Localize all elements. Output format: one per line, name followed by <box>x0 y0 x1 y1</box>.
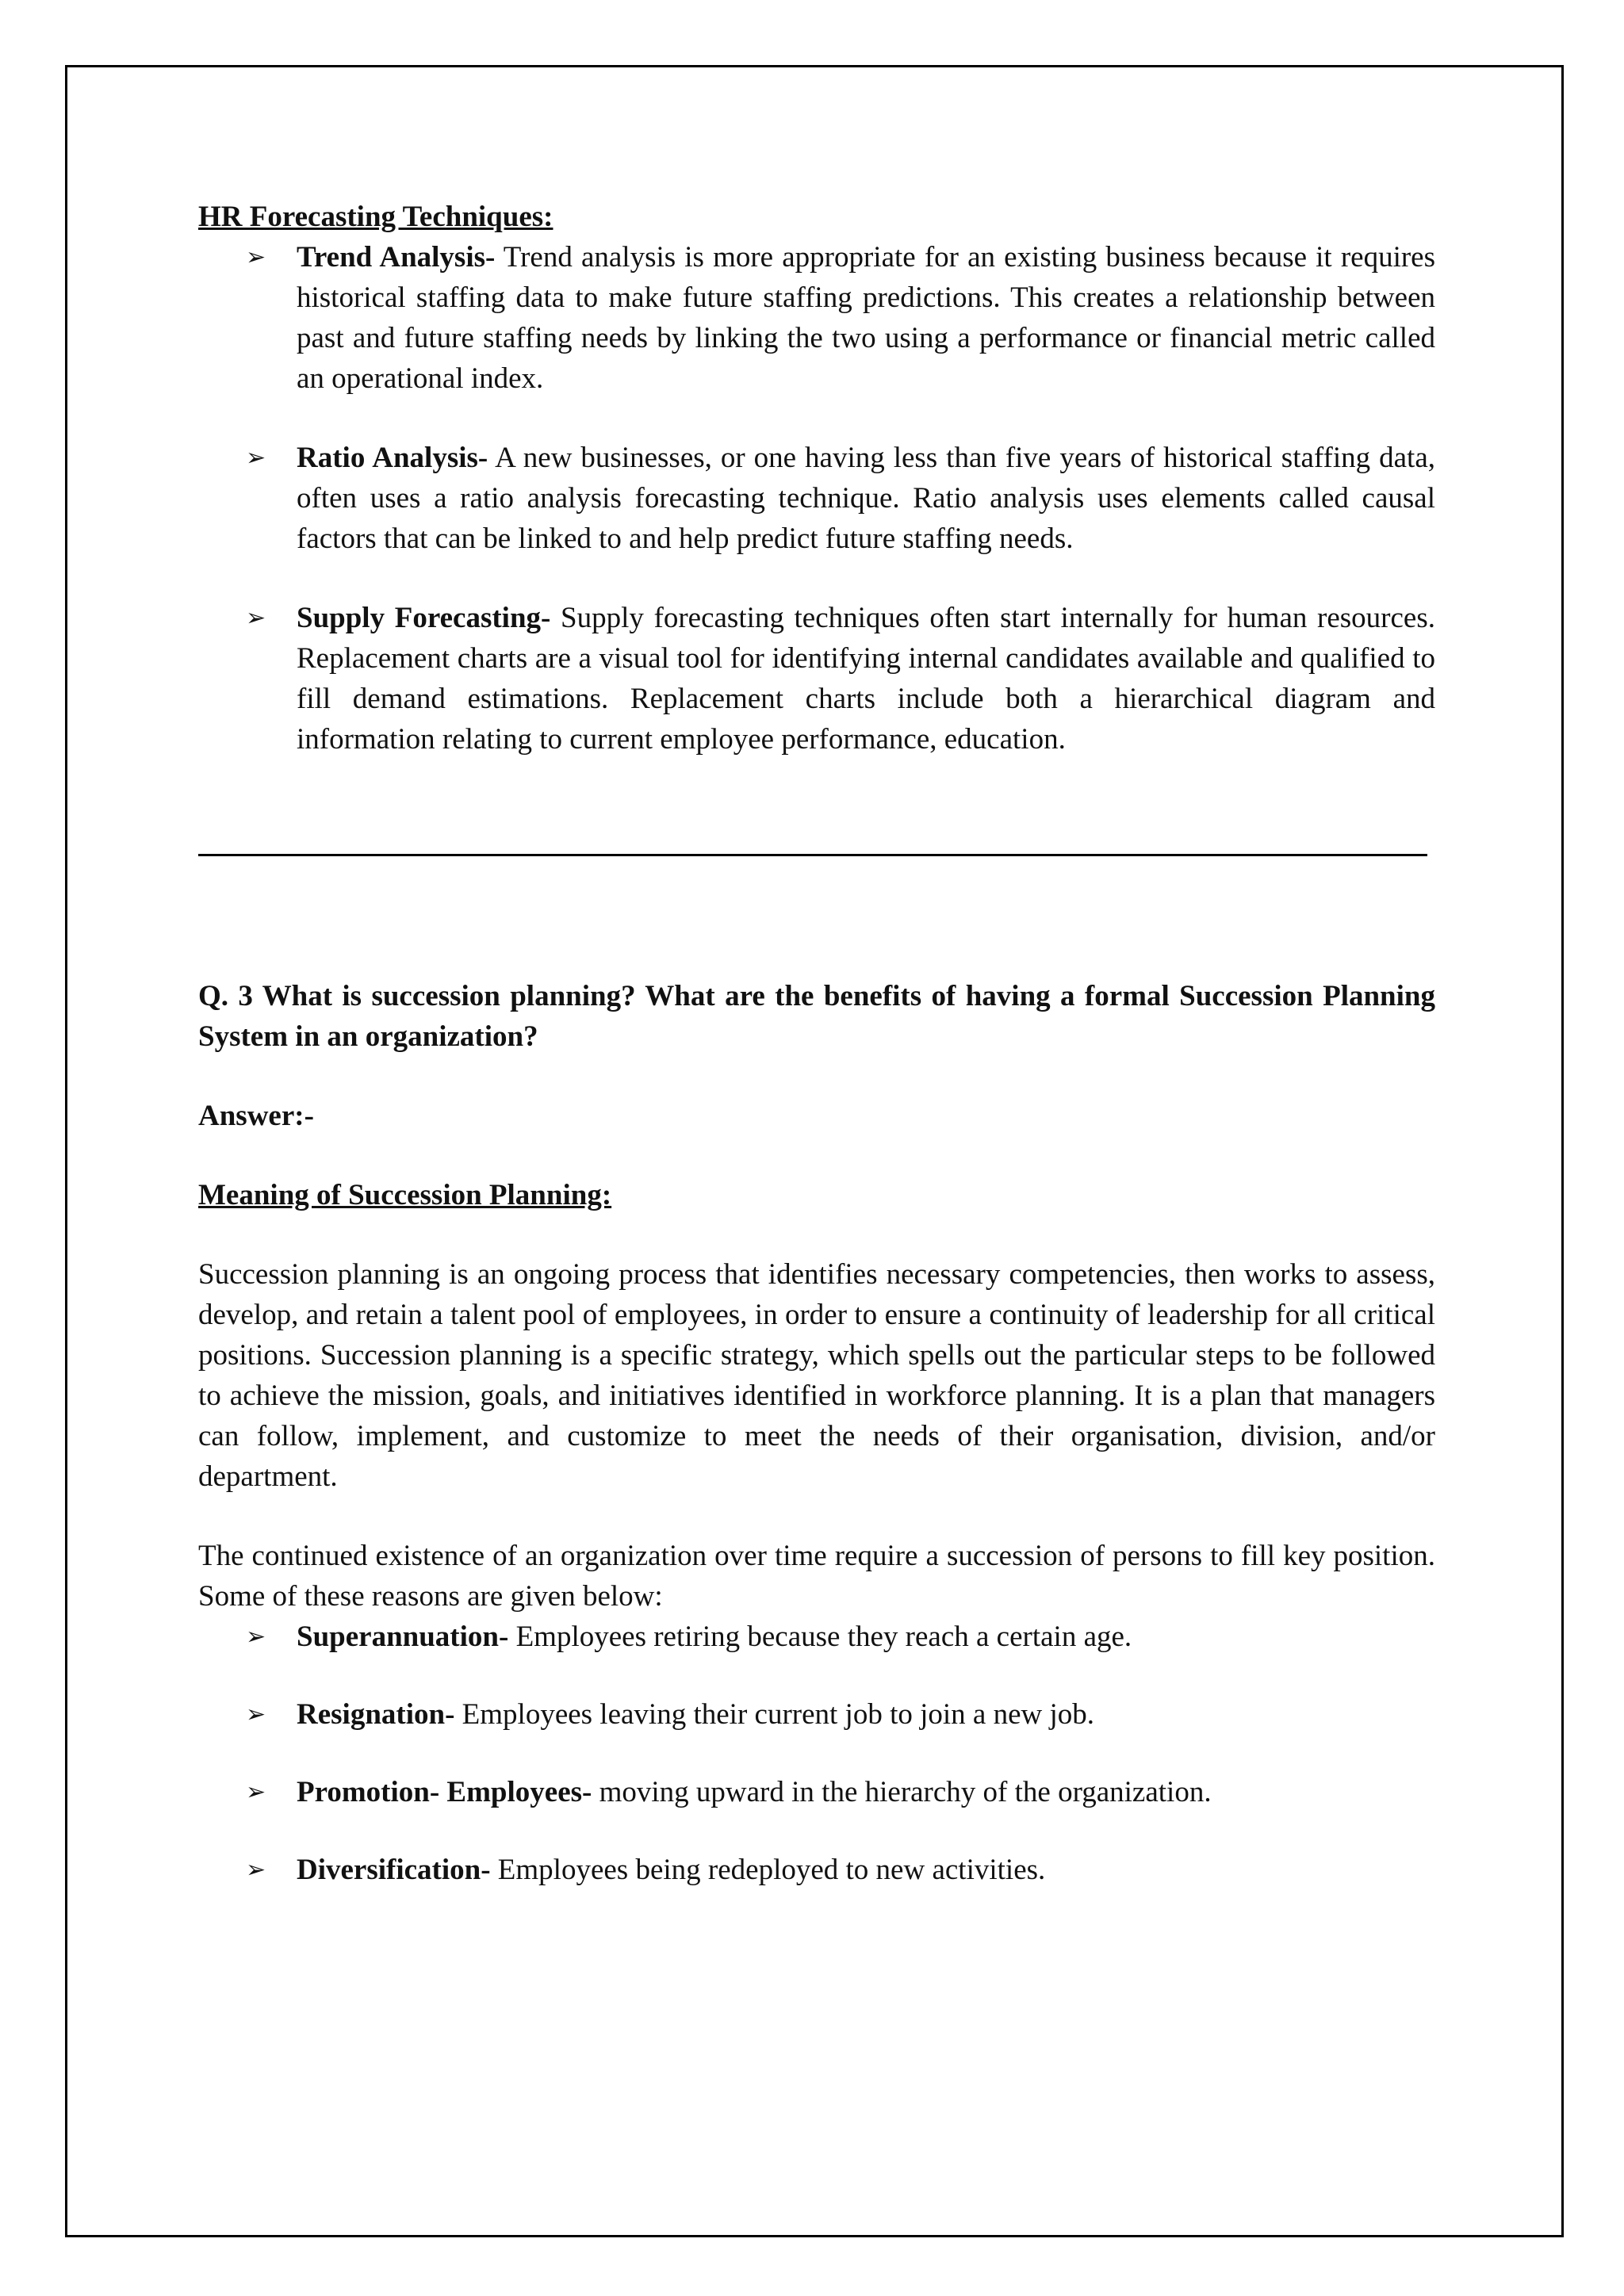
paragraph-meaning: Succession planning is an ongoing process that identifies necessary competencies, then works to assess, develop, and retain a talent pool of employees, in order to ensure a continuity of leadership for all critical positions. Succession planning is a specific strategy, which spells out the particular steps to be followed to achieve the mission, goals, and initiatives identified in workforce planning. It is a plan that managers can follow, implement, and customize to meet the needs of their organisation, division, and/or department. <box>198 1258 1435 1493</box>
forecasting-techniques-list <box>198 237 1435 760</box>
term-label: Ratio Analysis- <box>297 442 488 474</box>
section-heading-succession-planning: Meaning of Succession Planning: <box>198 1179 612 1211</box>
list-item-ratio-analysis <box>198 438 1435 559</box>
term-description: Employees retiring because they reach a certain age. <box>508 1621 1132 1653</box>
term-label: Diversification- <box>297 1854 491 1886</box>
arrowhead-bullet-icon: ➢ <box>246 444 266 472</box>
answer-label: Answer:- <box>198 1100 314 1132</box>
arrowhead-bullet-icon: ➢ <box>246 1701 266 1728</box>
list-item-diversification <box>198 1850 1435 1890</box>
arrowhead-bullet-icon: ➢ <box>246 1778 266 1806</box>
list-item-promotion <box>198 1772 1435 1812</box>
term-description: Supply forecasting techniques often start internally for human resources. Replacement charts are a visual tool for identifying internal candidates available and qualified to fill demand estimations. Replacement charts include both a hierarchical diagram and information relating to current employee performance, education. <box>297 602 1435 756</box>
term-description: A new businesses, or one having less than five years of historical staffing data, often uses a ratio analysis forecasting technique. Ratio analysis uses elements called causal factors that can be linked to and help predict future staffing needs. <box>297 442 1435 555</box>
question-text: Q. 3 What is succession planning? What are the benefits of having a formal Succession Planning System in an organization? <box>198 980 1435 1053</box>
term-description: Employees being redeployed to new activities. <box>490 1854 1046 1886</box>
term-label: Trend Analysis- <box>297 241 496 274</box>
section-heading-hr-forecasting: HR Forecasting Techniques: <box>198 201 553 233</box>
list-item-trend-analysis <box>198 237 1435 399</box>
list-item-supply-forecasting <box>198 598 1435 760</box>
term-label: Promotion- Employees- <box>297 1776 592 1808</box>
list-item-superannuation <box>198 1617 1435 1657</box>
paragraph-reasons: The continued existence of an organization over time require a succession of persons to fill key position. Some of these reasons are given below: <box>198 1540 1435 1613</box>
term-label: Superannuation- <box>297 1621 509 1653</box>
succession-reasons-list <box>198 1617 1435 1890</box>
arrowhead-bullet-icon: ➢ <box>246 1856 266 1884</box>
horizontal-divider <box>198 854 1427 856</box>
term-description: Trend analysis is more appropriate for an existing business because it requires historical staffing data to make future staffing predictions. This creates a relationship between past and future staffing needs by linking the two using a performance or financial metric called an operational index. <box>297 241 1436 395</box>
term-description: Employees leaving their current job to join a new job. <box>454 1698 1094 1731</box>
document-body <box>198 190 1435 1890</box>
term-label: Supply Forecasting- <box>297 602 551 634</box>
arrowhead-bullet-icon: ➢ <box>246 604 266 632</box>
term-description: moving upward in the hierarchy of the organization. <box>592 1776 1212 1808</box>
term-label: Resignation- <box>297 1698 455 1731</box>
arrowhead-bullet-icon: ➢ <box>246 243 266 271</box>
arrowhead-bullet-icon: ➢ <box>246 1623 266 1651</box>
list-item-resignation <box>198 1694 1435 1735</box>
